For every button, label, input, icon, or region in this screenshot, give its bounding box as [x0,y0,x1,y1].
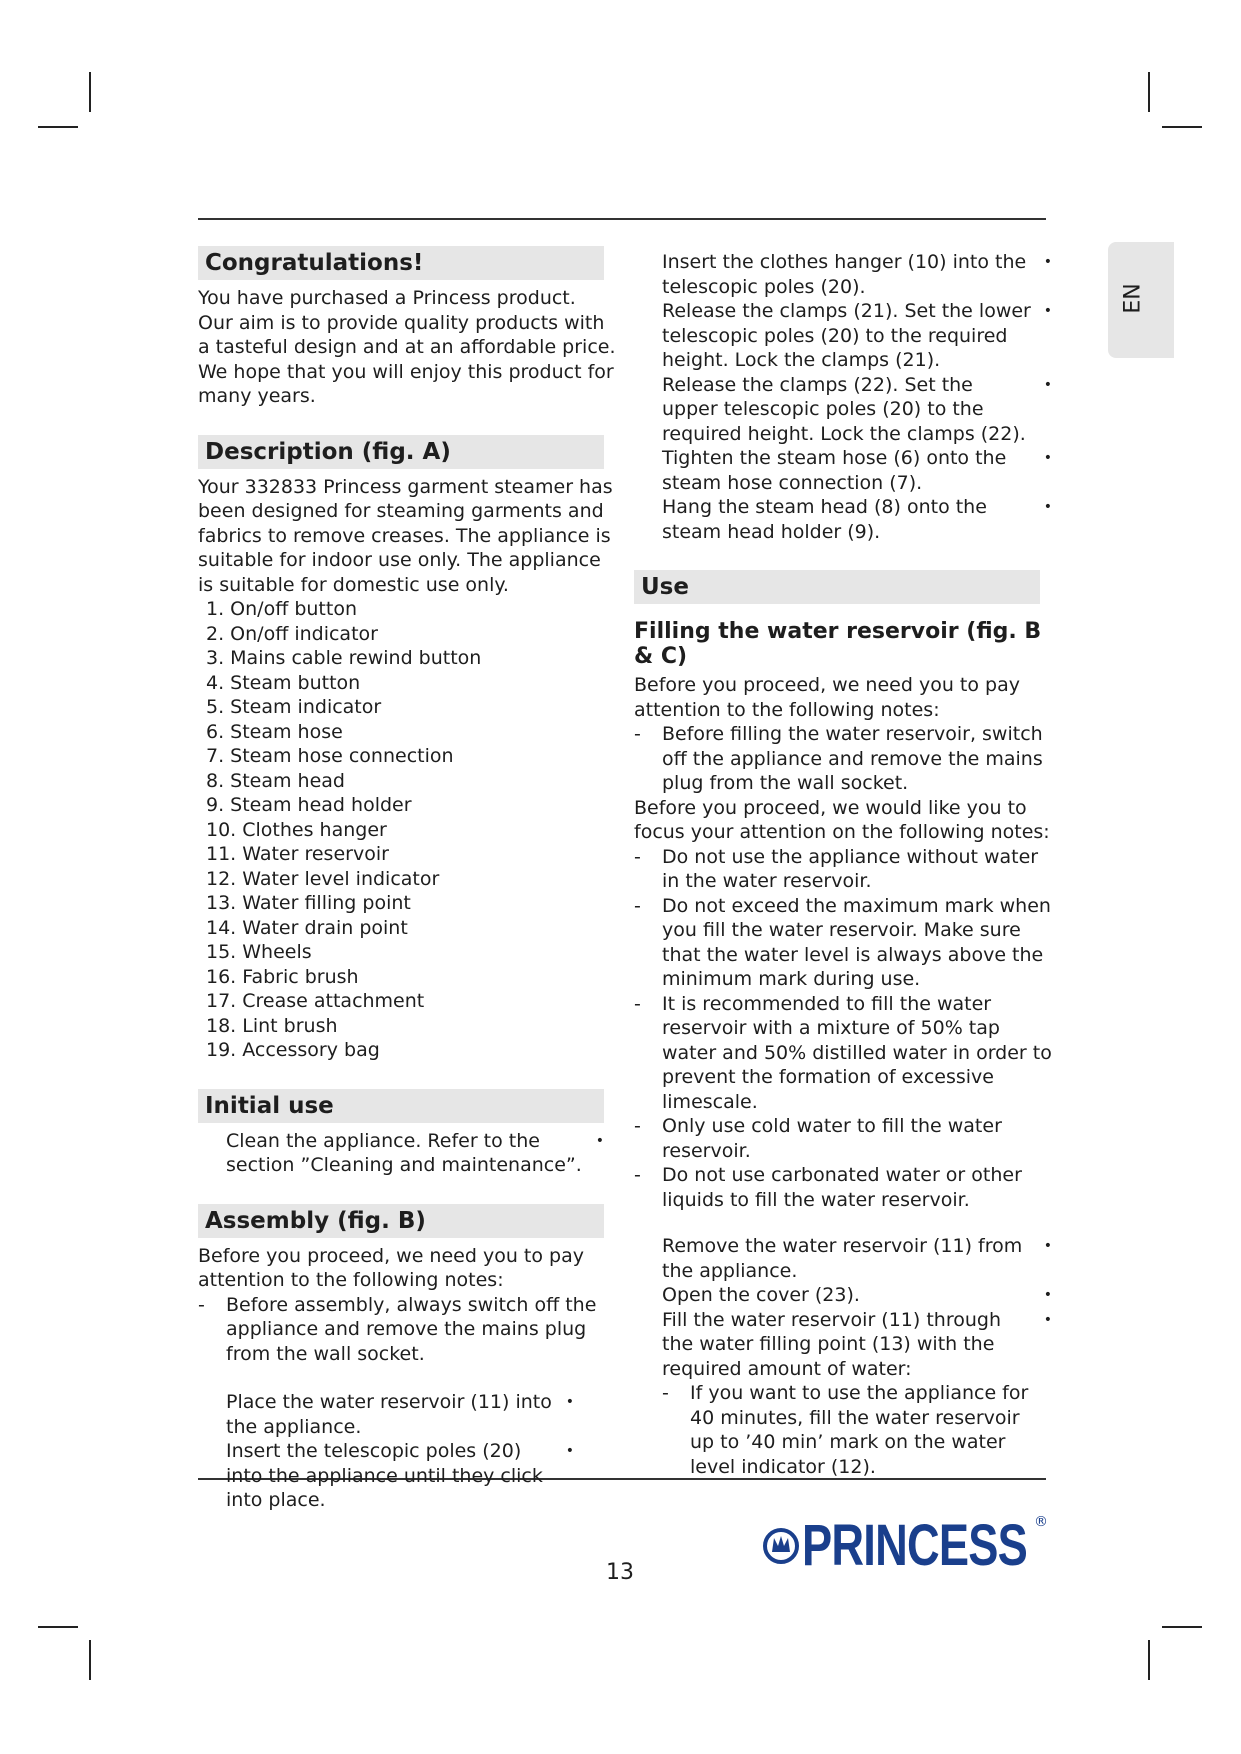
use-heading: Use [634,570,1040,604]
filling-substep: - If you want to use the appliance for 40 minutes, fill the water reservoir up to ’40 min’ mark on the water level indicator (12). [662,1382,1029,1478]
language-tab [1108,242,1174,358]
left-column [198,246,616,1513]
right-column [634,250,1054,1479]
list-item: 4. Steam button [206,671,361,694]
description-heading: Description (fig. A) [198,435,604,469]
filling-note: - Do not use the appliance without water in the water reservoir. [634,845,1039,892]
list-item: 5. Steam indicator [206,696,382,718]
crop-mark [89,72,91,112]
list-item: 11. Water reservoir [206,843,389,865]
filling-note: - It is recommended to fill the water reservoir with a mixture of 50% tap water and 50% distilled water in order to prevent the formation of excessive limescale. [634,992,1052,1113]
list-item: 13. Water filling point [206,892,411,914]
filling-heading: Filling the water reservoir (fig. B & C) [634,619,1042,669]
congratulations-heading: Congratulations! [198,246,604,280]
list-item: 15. Wheels [206,941,312,963]
assembly-intro: Before you proceed, we need you to pay attention to the following notes: [198,1244,584,1291]
list-item: 18. Lint brush [206,1014,338,1037]
crop-mark [1148,72,1150,112]
assembly-step: Place the water reservoir (11) into the appliance. • [198,1390,574,1439]
assembly-step: Tighten the steam hose (6) onto the steam hose connection (7). • [634,446,1052,495]
top-rule [198,218,1046,220]
assembly-step: Hang the steam head (8) onto the steam head holder (9). • [634,495,1052,544]
list-item: 19. Accessory bag [206,1039,380,1061]
filling-intro-2: Before you proceed, we would like you to focus your attention on the following notes: [634,796,1050,843]
language-label: EN [1120,283,1146,314]
crop-mark [1148,1640,1150,1680]
crop-mark [38,126,78,128]
filling-note: - Before filling the water reservoir, switch off the appliance and remove the mains plug from the wall socket. [634,723,1043,794]
parts-list [198,597,616,1063]
crop-mark [89,1640,91,1680]
filling-step: Fill the water reservoir (11) through the water filling point (13) with the required amount of water: • [634,1308,1052,1382]
assembly-note: - Before assembly, always switch off the appliance and remove the mains plug from the wall socket. [198,1293,597,1365]
crop-mark [1162,126,1202,128]
list-item: 16. Fabric brush [206,965,359,988]
list-item: 2. On/off indicator [206,622,378,645]
initial-use-heading: Initial use [198,1089,604,1123]
list-item: 9. Steam head holder [206,794,412,816]
filling-step: Open the cover (23). • [634,1283,1052,1308]
crop-mark [1162,1626,1202,1628]
filling-step: Remove the water reservoir (11) from the appliance. • [634,1234,1052,1283]
list-item: 17. Crease attachment [206,990,425,1012]
registered-mark: ® [1034,1514,1048,1530]
list-item: 1. On/off button [206,598,357,620]
list-item: 10. Clothes hanger [206,818,387,841]
assembly-step: Release the clamps (21). Set the lower telescopic poles (20) to the required height. Lock the clamps (21). • [634,299,1052,373]
filling-intro: Before you proceed, we need you to pay attention to the following notes: [634,674,1020,721]
description-text: Your 332833 Princess garment steamer has been designed for steaming garments and fabrics to remove creases. The appliance is suitable for indoor use only. The appliance is suitable for domestic use only. [198,475,613,596]
filling-note: - Only use cold water to fill the water reservoir. [634,1115,1002,1162]
brand-wordmark: PRINCESS [802,1513,1028,1578]
assembly-step: Release the clamps (22). Set the upper telescopic poles (20) to the required height. Lock the clamps (22). • [634,373,1052,447]
filling-note: - Do not exceed the maximum mark when you fill the water reservoir. Make sure that the water level is always above the minimum mark during use. [634,894,1051,990]
initial-use-text: Clean the appliance. Refer to the section ”Cleaning and maintenance”. • [198,1129,604,1178]
page-number: 13 [606,1560,634,1585]
assembly-step: Insert the telescopic poles (20) into the appliance until they click into place. • [198,1439,574,1513]
crop-mark [38,1626,78,1628]
list-item: 6. Steam hose [206,720,343,743]
congratulations-text: You have purchased a Princess product. Our aim is to provide quality products with a tasteful design and at an affordable price. We hope that you will enjoy this product for many years. [198,287,616,407]
filling-note: - Do not use carbonated water or other liquids to fill the water reservoir. [634,1164,1022,1211]
list-item: 14. Water drain point [206,916,408,939]
list-item: 12. Water level indicator [206,867,440,890]
assembly-step: Insert the clothes hanger (10) into the telescopic poles (20). • [634,250,1052,299]
princess-logo [762,1504,1062,1584]
assembly-heading: Assembly (fig. B) [198,1204,604,1238]
list-item: 8. Steam head [206,769,345,792]
list-item: 7. Steam hose connection [206,745,454,767]
list-item: 3. Mains cable rewind button [206,647,482,669]
